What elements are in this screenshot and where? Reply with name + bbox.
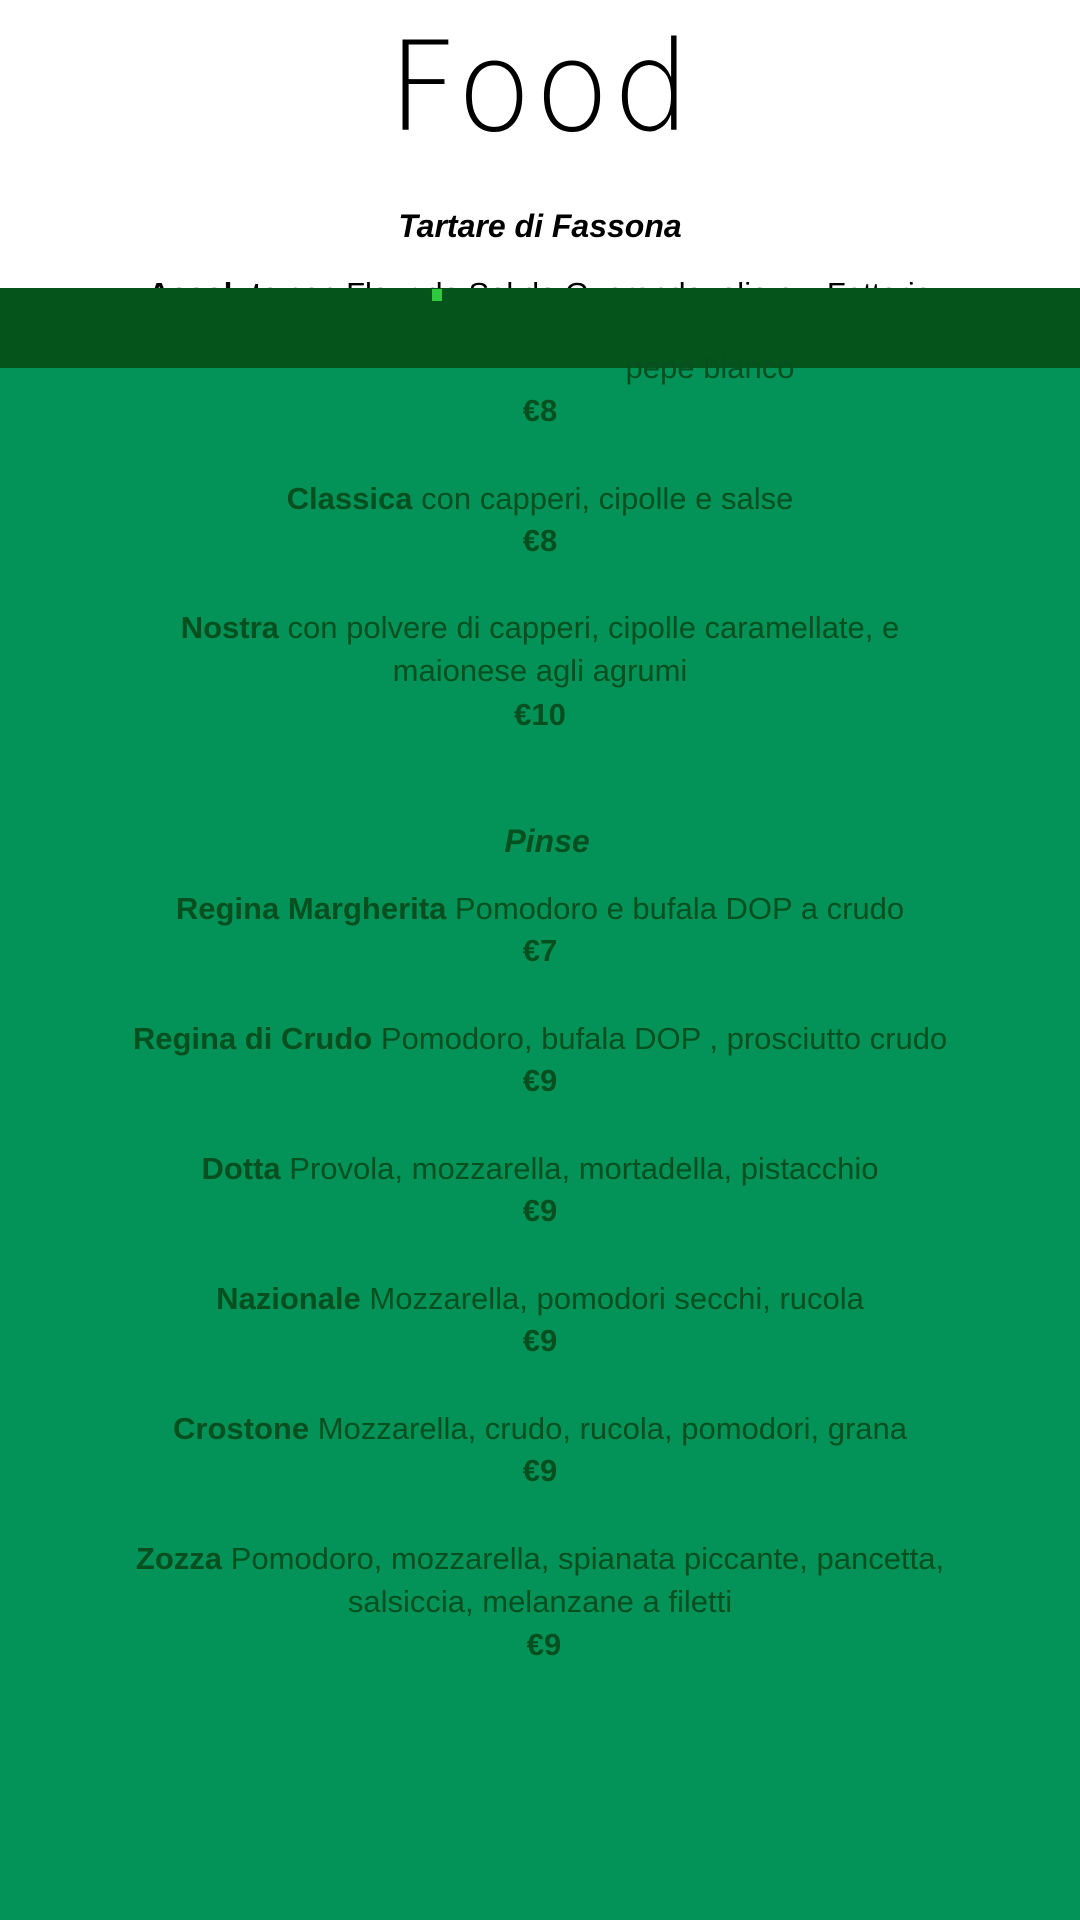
price-zozza: €9	[526, 1627, 562, 1662]
dish-name: Crostone	[173, 1411, 310, 1446]
dish-desc: Pomodoro, mozzarella, spianata piccante, pancetta, salsiccia, melanzane a filetti	[222, 1541, 945, 1619]
dish-nostra	[130, 606, 950, 692]
price-crostone: €9	[522, 1453, 558, 1488]
dish-name: Nostra	[180, 610, 279, 645]
dish-zozza	[80, 1537, 1000, 1623]
page-title: Food	[387, 16, 693, 160]
dish-dotta	[90, 1147, 990, 1190]
dish-regina-di-crudo	[60, 1017, 1020, 1060]
price-dotta: €9	[522, 1193, 558, 1228]
dish-desc: Pomodoro e bufala DOP a crudo	[446, 891, 905, 926]
dish-crostone	[90, 1407, 990, 1450]
price-classica: €8	[522, 523, 558, 558]
dish-desc: con capperi, cipolle e salse	[412, 481, 794, 516]
price-nazionale: €9	[522, 1323, 558, 1358]
dish-desc-continued: pepe bianco	[625, 350, 795, 385]
price-nostra: €10	[514, 697, 566, 732]
section-title-tartare: Tartare di Fassona	[398, 208, 682, 244]
price-regina-di-crudo: €9	[522, 1063, 558, 1098]
dish-regina-margherita	[90, 887, 990, 930]
dish-desc: Provola, mozzarella, mortadella, pistacchio	[280, 1151, 879, 1186]
dish-classica	[90, 477, 990, 520]
dish-desc: con polvere di capperi, cipolle caramellate, e maionese agli agrumi	[278, 610, 900, 688]
dish-name: Classica	[286, 481, 413, 516]
overlay-logo-icon	[432, 286, 476, 302]
price-assoluta: €8	[522, 393, 558, 428]
section-title-pinse: Pinse	[504, 823, 590, 859]
price-regina-margherita: €7	[522, 933, 558, 968]
dish-desc: Pomodoro, bufala DOP , prosciutto crudo	[372, 1021, 948, 1056]
dish-name: Zozza	[135, 1541, 223, 1576]
dish-desc: Mozzarella, pomodori secchi, rucola	[360, 1281, 864, 1316]
dish-nazionale	[90, 1277, 990, 1320]
dish-assoluta-line2	[90, 346, 990, 389]
dish-name: Dotta	[201, 1151, 281, 1186]
dish-name: Regina Margherita	[175, 891, 447, 926]
dish-desc: Mozzarella, crudo, rucola, pomodori, grana	[309, 1411, 907, 1446]
dish-name: Regina di Crudo	[132, 1021, 373, 1056]
dish-name: Nazionale	[216, 1281, 361, 1316]
